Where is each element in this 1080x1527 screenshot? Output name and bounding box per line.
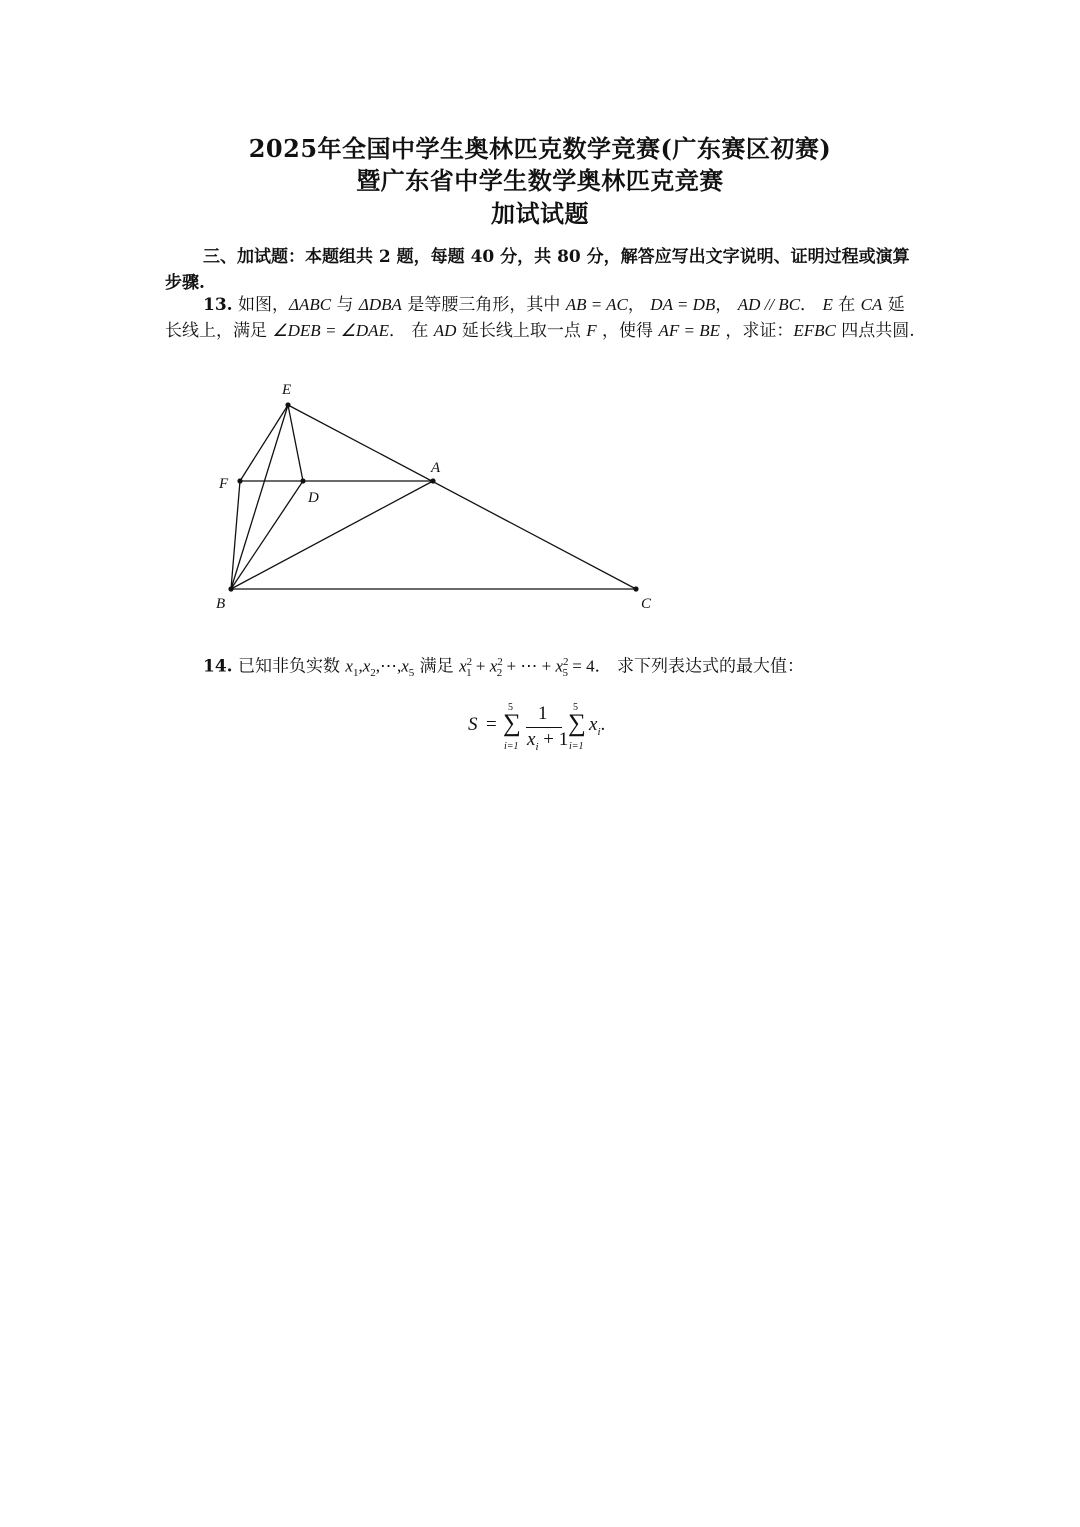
section-intro: 三、加试题：本题组共 2 题，每题 40 分，共 80 分，解答应写出文字说明、证明过程或演算步骤.: [165, 247, 910, 293]
math: +: [537, 656, 556, 676]
superscript: 2: [563, 656, 569, 668]
subscript: 5: [562, 667, 569, 680]
text: 延长线上取一点: [456, 321, 587, 341]
text: 延长线上，满足: [165, 295, 905, 341]
segment-BE: [231, 405, 288, 589]
text: 在: [832, 295, 861, 315]
sum-sign-1: ∑: [503, 710, 521, 737]
math: F: [586, 321, 597, 340]
label-D: D: [308, 490, 319, 506]
problem-13: [165, 292, 917, 344]
problem-number: 14.: [203, 656, 233, 677]
math: +: [471, 656, 490, 676]
math: x: [489, 656, 498, 676]
fraction-numerator: 1: [538, 703, 548, 724]
math: ∠DEB = ∠DAE: [272, 321, 389, 340]
text: ，求证：: [719, 321, 794, 341]
math: CA: [860, 295, 883, 314]
text: ． 求下列表达式的最大值：: [594, 656, 805, 677]
problem-number: 13.: [203, 295, 233, 315]
label-F: F: [219, 476, 229, 492]
point-C: [633, 586, 638, 591]
sum-lower-2: i=1: [569, 741, 584, 752]
formula-S-symbol: S: [468, 714, 478, 735]
math: x: [527, 729, 536, 750]
math: EFBC: [793, 321, 836, 340]
text: ，使得: [596, 321, 659, 341]
text: ． 在: [388, 321, 434, 341]
geometry-figure: [200, 375, 670, 625]
segment-BA: [231, 481, 433, 589]
segment-EC: [288, 405, 636, 589]
math: E: [822, 295, 833, 314]
point-A: [430, 478, 435, 483]
point-F: [237, 478, 242, 483]
subscript: 5: [408, 667, 415, 680]
text: 满足: [414, 656, 460, 677]
math: ,⋯,: [375, 656, 402, 676]
fraction-denominator: [527, 729, 568, 753]
formula-equals: =: [486, 714, 497, 735]
math: AD // BC: [737, 295, 801, 314]
math: DA = DB: [650, 295, 716, 314]
subscript: i: [597, 725, 601, 738]
label-A: A: [431, 460, 441, 476]
label-E: E: [282, 382, 292, 398]
math: +: [502, 656, 521, 676]
segment-FE: [240, 405, 288, 481]
point-D: [300, 478, 305, 483]
math: x: [401, 656, 409, 676]
title-line-1: 2025年全国中学生奥林匹克数学竞赛(广东赛区初赛): [248, 134, 832, 163]
subscript: 2: [370, 667, 376, 680]
segment-DE: [288, 405, 303, 481]
text: 是等腰三角形，其中: [401, 295, 566, 315]
math: x: [589, 714, 598, 735]
superscript: 2: [497, 656, 503, 668]
subscript: 2: [496, 667, 503, 680]
text: 与: [331, 295, 359, 315]
label-C: C: [641, 596, 652, 612]
math: AB = AC: [565, 295, 628, 314]
title-line-2: 暨广东省中学生数学奥林匹克竞赛: [356, 166, 724, 195]
sum-lower-1: i=1: [504, 741, 519, 752]
math: AF = BE: [658, 321, 720, 340]
subscript: 1: [352, 667, 359, 680]
text: 四点共圆.: [835, 321, 915, 341]
text: 已知非负实数: [232, 656, 346, 677]
label-B: B: [216, 596, 226, 612]
segment-BD: [231, 481, 303, 589]
sum-sign-2: ∑: [568, 710, 586, 737]
text: ，: [715, 295, 738, 315]
point-E: [285, 402, 290, 407]
math: = 4: [568, 656, 595, 676]
text: ，: [627, 295, 651, 315]
subscript: i: [535, 740, 539, 753]
math: ΔDBA: [358, 295, 402, 314]
problem-14: 14. 已知非负实数 $x_1,x_2,\cdots,x_5$ 满足 $x^2_1 + x^2_2$ + ⋯ + $x^2_5 = 4$． 求下列表达式的最大值：: [203, 656, 805, 680]
math: .: [600, 714, 606, 735]
math: x: [362, 656, 371, 676]
title-line-3: 加试试题: [491, 199, 589, 228]
text: 如图，: [232, 295, 289, 315]
sum-term: [589, 714, 605, 738]
math: x: [459, 656, 467, 676]
fraction-bar: [526, 727, 562, 728]
math: x: [345, 656, 353, 676]
subscript: 1: [466, 667, 472, 680]
point-B: [228, 586, 233, 591]
math: AD: [433, 321, 457, 340]
superscript: 2: [466, 656, 473, 668]
sum-upper-2: 5: [573, 702, 578, 713]
math: x: [555, 656, 564, 676]
sum-upper-1: 5: [508, 702, 513, 713]
math: ΔABC: [288, 295, 332, 314]
text: ．: [800, 295, 823, 315]
math: + 1: [538, 729, 569, 750]
